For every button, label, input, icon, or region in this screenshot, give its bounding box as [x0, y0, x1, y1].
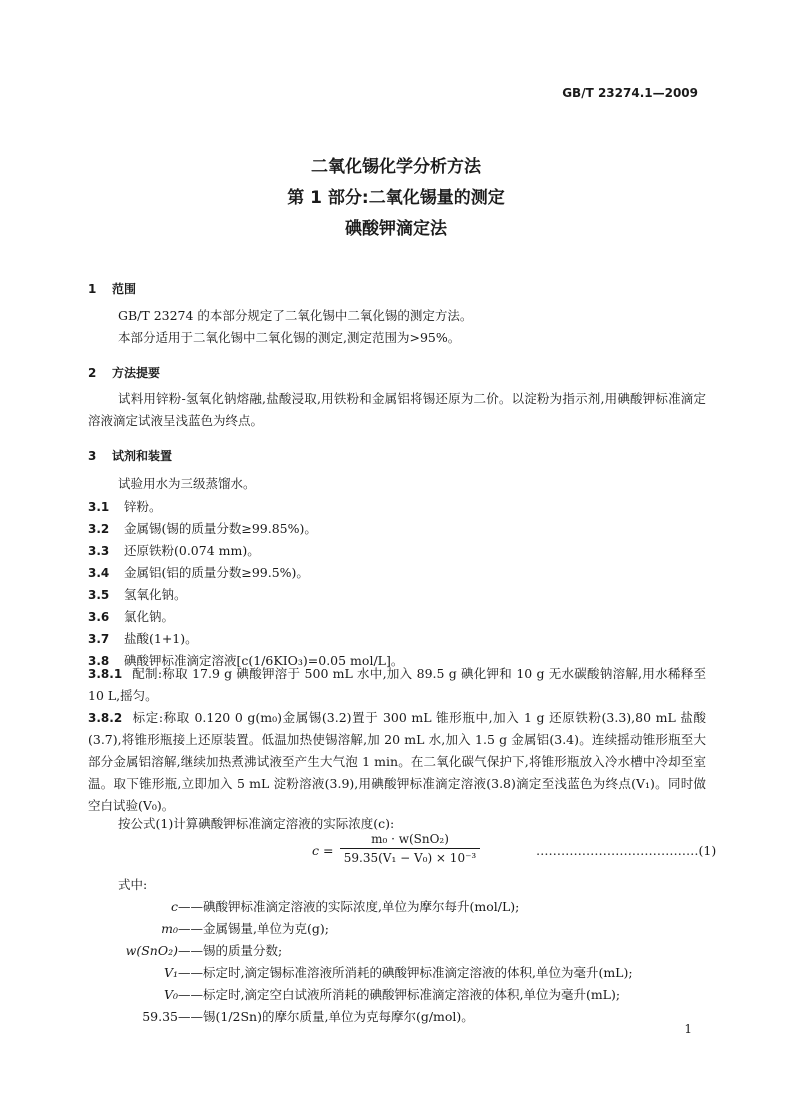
list-item	[88, 519, 317, 537]
title-line-3: 碘酸钾滴定法	[345, 219, 447, 239]
equation-number: …………………………………(1)	[536, 843, 717, 858]
item-text: 金属锡(锡的质量分数≥99.85%)。	[124, 521, 317, 536]
list-item	[88, 563, 309, 581]
formula-numerator: m₀ · w(SnO₂)	[340, 832, 480, 849]
formula-lhs: c =	[312, 843, 334, 858]
definition-symbol: V₁	[163, 965, 178, 980]
paragraph: GB/T 23274 的本部分规定了二氧化锡中二氧化锡的测定方法。	[118, 308, 473, 323]
standard-number: GB/T 23274.1—2009	[562, 86, 698, 100]
section-title: 方法提要	[112, 366, 161, 380]
item-number: 3.8	[88, 654, 110, 668]
definition-item	[88, 1007, 474, 1025]
definitions-intro: 式中:	[118, 877, 148, 892]
paragraph: 试料用锌粉-氢氧化钠熔融,盐酸浸取,用铁粉和金属铝将锡还原为二价。以淀粉为指示剂,用碘酸钾标准滴定溶液滴定试液呈浅蓝色为终点。	[88, 391, 706, 428]
item-number: 3.8.1	[88, 667, 123, 681]
item-number: 3.4	[88, 566, 110, 580]
definition-text: ——金属锡量,单位为克(g);	[178, 921, 329, 936]
item-number: 3.6	[88, 610, 110, 624]
item-text: 盐酸(1+1)。	[124, 631, 198, 646]
list-item	[88, 585, 187, 603]
definition-symbol: 59.35	[142, 1009, 178, 1024]
section-number: 1	[88, 282, 97, 296]
page-number: 1	[684, 1022, 692, 1036]
definition-text: ——碘酸钾标准滴定溶液的实际浓度,单位为摩尔每升(mol/L);	[178, 899, 520, 914]
definition-item	[88, 941, 282, 959]
section-1-heading	[88, 280, 136, 297]
list-item	[88, 541, 260, 559]
formula-denominator: 59.35(V₁ − V₀) × 10⁻³	[343, 851, 477, 865]
list-item-3-8-1	[88, 663, 706, 707]
section-title: 范围	[112, 282, 137, 296]
item-text: 氯化钠。	[124, 609, 175, 624]
definition-symbol: V₀	[163, 987, 178, 1002]
definition-symbol: c	[170, 899, 178, 914]
list-item-3-8-2	[88, 707, 706, 817]
definition-text: ——锡的质量分数;	[178, 943, 283, 958]
definition-item	[88, 919, 329, 937]
section-2-heading	[88, 364, 160, 381]
definition-text: ——锡(1/2Sn)的摩尔质量,单位为克每摩尔(g/mol)。	[178, 1009, 474, 1024]
item-text: 还原铁粉(0.074 mm)。	[124, 543, 260, 558]
section-3-heading	[88, 447, 172, 464]
definition-item	[88, 985, 620, 1003]
item-number: 3.5	[88, 588, 110, 602]
section-number: 2	[88, 366, 97, 380]
item-text: 碘酸钾标准滴定溶液[c(1/6KIO₃)=0.05 mol/L]。	[124, 653, 404, 668]
list-item	[88, 629, 198, 647]
section-number: 3	[88, 449, 97, 463]
item-text: 金属铝(铝的质量分数≥99.5%)。	[124, 565, 309, 580]
paragraph: 试验用水为三级蒸馏水。	[118, 476, 256, 491]
formula-fraction	[340, 832, 480, 865]
list-item	[88, 497, 162, 515]
definition-symbol: w(SnO₂)	[125, 943, 178, 958]
item-text: 氢氧化钠。	[124, 587, 187, 602]
list-item	[88, 607, 174, 625]
item-text: 配制:称取 17.9 g 碘酸钾溶于 500 mL 水中,加入 89.5 g 碘化钾和 10 g 无水碳酸钠溶解,用水稀释至 10 L,摇匀。	[88, 666, 706, 703]
title-line-1: 二氧化锡化学分析方法	[311, 157, 481, 177]
item-number: 3.8.2	[88, 711, 123, 725]
item-number: 3.2	[88, 522, 110, 536]
item-number: 3.7	[88, 632, 110, 646]
item-number: 3.3	[88, 544, 110, 558]
definition-text: ——标定时,滴定空白试液所消耗的碘酸钾标准滴定溶液的体积,单位为毫升(mL);	[178, 987, 621, 1002]
formula-intro: 按公式(1)计算碘酸钾标准滴定溶液的实际浓度(c):	[118, 816, 395, 831]
title-line-2: 第 1 部分:二氧化锡量的测定	[287, 188, 505, 208]
item-text: 标定:称取 0.120 0 g(m₀)金属锡(3.2)置于 300 mL 锥形瓶中,加入 1 g 还原铁粉(3.3),80 mL 盐酸(3.7),将锥形瓶接上还原装置。低温加热使锡溶解,加 20 mL 水,加入 1.5 g 金属铝(3.4)。连续摇动锥形瓶至大部分金属铝溶解,继续加热煮沸试液至产生大气泡 1 min。在二氧化碳气保护下,将锥形瓶放入冷水槽中冷却至室温。取下锥形瓶,立即加入 5 mL 淀粉溶液(3.9),用碘酸钾标准滴定溶液(3.8)滴定至浅蓝色为终点(V₁)。同时做空白试验(V₀)。	[88, 710, 706, 813]
definition-item	[88, 963, 633, 981]
section-title: 试剂和装置	[112, 449, 173, 463]
definition-item	[88, 897, 519, 915]
definition-text: ——标定时,滴定锡标准溶液所消耗的碘酸钾标准滴定溶液的体积,单位为毫升(mL);	[178, 965, 633, 980]
paragraph: 本部分适用于二氧化锡中二氧化锡的测定,测定范围为>95%。	[118, 330, 461, 345]
item-number: 3.1	[88, 500, 110, 514]
item-text: 锌粉。	[124, 499, 162, 514]
definition-symbol: m₀	[161, 921, 178, 936]
